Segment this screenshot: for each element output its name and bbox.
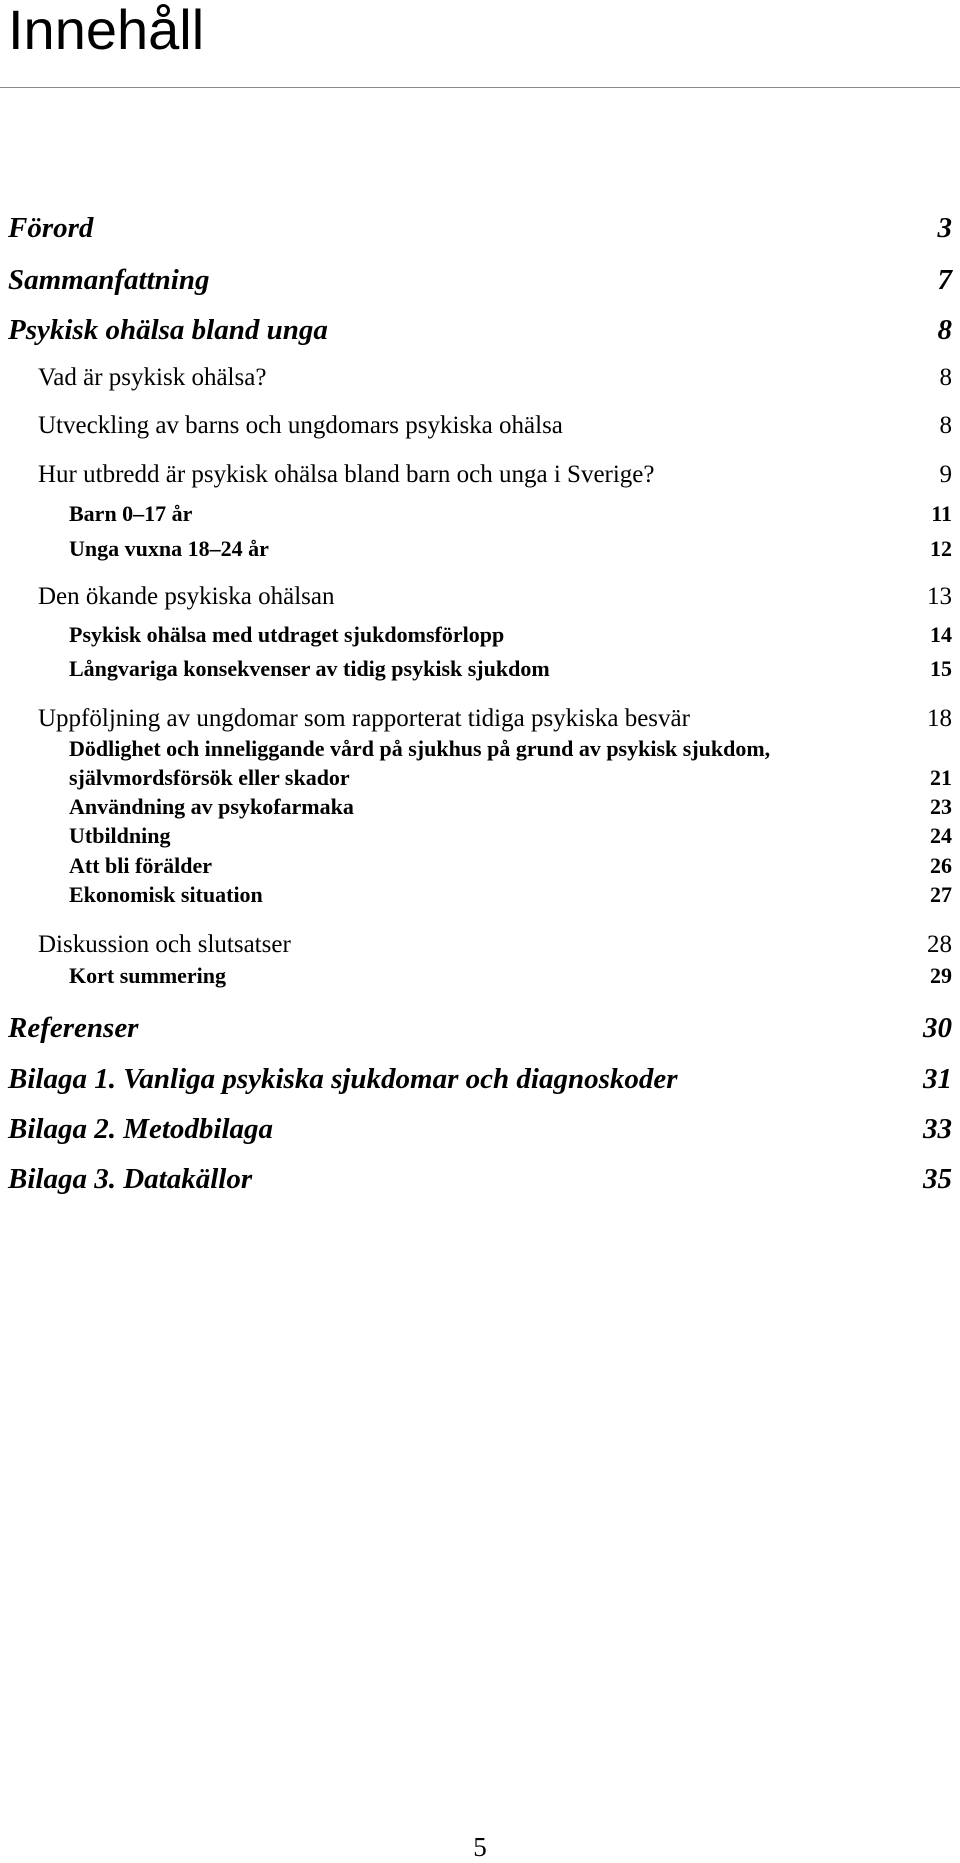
toc-entry-page: 13 — [927, 583, 952, 610]
toc-entry-title: Sammanfattning — [8, 264, 210, 296]
toc-entry-page: 11 — [931, 501, 952, 526]
toc-entry-title: Bilaga 3. Datakällor — [8, 1163, 253, 1195]
toc-entry-page: 24 — [930, 823, 952, 848]
toc-entry[interactable] — [0, 500, 960, 528]
toc-entry[interactable] — [0, 852, 960, 880]
toc-entry[interactable] — [0, 962, 960, 990]
toc-entry-page: 31 — [923, 1063, 952, 1095]
toc-entry-page: 15 — [930, 656, 952, 681]
toc-entry-title: Uppföljning av ungdomar som rapporterat tidiga psykiska besvär — [38, 705, 690, 732]
toc-entry-page: 8 — [939, 412, 952, 439]
toc-entry[interactable] — [0, 621, 960, 649]
toc-entry-title: Långvariga konsekvenser av tidig psykisk sjukdom — [69, 656, 550, 681]
toc-entry-title: Psykisk ohälsa bland unga — [8, 314, 328, 346]
toc-entry-title: Bilaga 2. Metodbilaga — [8, 1113, 274, 1145]
toc-entry[interactable] — [0, 581, 960, 613]
toc-entry-page: 8 — [937, 314, 952, 346]
toc-entry[interactable] — [0, 822, 960, 850]
toc-entry-title: Att bli förälder — [69, 853, 212, 878]
toc-entry-title: Användning av psykofarmaka — [69, 794, 354, 819]
toc-entry-title: Diskussion och slutsatser — [38, 931, 291, 958]
toc-entry-title: Barn 0–17 år — [69, 501, 193, 526]
toc-entry-title: självmordsförsök eller skador — [69, 765, 350, 790]
toc-entry[interactable] — [0, 703, 960, 735]
toc-entry-page: 27 — [930, 882, 952, 907]
toc-entry[interactable] — [0, 655, 960, 683]
toc-entry[interactable] — [0, 793, 960, 821]
toc-entry[interactable] — [0, 1061, 960, 1097]
toc-entry[interactable] — [0, 410, 960, 442]
toc-entry-title: Kort summering — [69, 963, 227, 988]
toc-entry[interactable] — [0, 1111, 960, 1147]
toc-entry[interactable] — [0, 764, 960, 792]
toc-entry-title: Utbildning — [69, 823, 171, 848]
toc-entry-page: 14 — [930, 622, 952, 647]
toc-entry-page: 7 — [937, 264, 952, 296]
toc-entry-page: 26 — [930, 853, 952, 878]
toc-entry-page: 3 — [937, 212, 952, 244]
toc-entry-page: 18 — [927, 705, 952, 732]
toc-entry-page: 28 — [927, 931, 952, 958]
toc-entry-title: Hur utbredd är psykisk ohälsa bland barn och unga i Sverige? — [38, 461, 655, 488]
toc-entry-title: Utveckling av barns och ungdomars psykiska ohälsa — [38, 412, 563, 439]
toc-entry[interactable] — [0, 1010, 960, 1046]
toc-entry-title: Dödlighet och inneliggande vård på sjukhus på grund av psykisk sjukdom, — [69, 736, 771, 761]
toc-entry[interactable] — [0, 535, 960, 563]
toc-entry[interactable] — [0, 362, 960, 394]
toc-entry-title: Bilaga 1. Vanliga psykiska sjukdomar och diagnoskoder — [8, 1063, 678, 1095]
toc-entry-title: Ekonomisk situation — [69, 882, 263, 907]
toc-entry-page: 12 — [930, 536, 952, 561]
toc-entry-page: 23 — [930, 794, 952, 819]
toc-entry-title: Den ökande psykiska ohälsan — [38, 583, 335, 610]
toc-entry-title: Unga vuxna 18–24 år — [69, 536, 269, 561]
page-title: Innehåll — [8, 0, 205, 61]
toc-entry-title: Psykisk ohälsa med utdraget sjukdomsförlopp — [69, 622, 505, 647]
toc-entry[interactable] — [0, 929, 960, 961]
toc-entry-page: 21 — [930, 765, 952, 790]
toc-entry-title: Vad är psykisk ohälsa? — [38, 364, 267, 391]
toc-entry-title: Förord — [8, 212, 94, 244]
toc-entry[interactable] — [0, 459, 960, 491]
toc-entry-page: 35 — [923, 1163, 952, 1195]
title-divider — [0, 87, 960, 88]
toc-entry-page: 8 — [939, 364, 952, 391]
toc-entry-page: 30 — [923, 1012, 952, 1044]
toc-entry-page: 9 — [939, 461, 952, 488]
toc-entry[interactable] — [0, 881, 960, 909]
page-number: 5 — [473, 1832, 487, 1862]
toc-entry[interactable] — [0, 1161, 960, 1197]
toc-entry[interactable] — [0, 262, 960, 298]
toc-entry[interactable] — [0, 210, 960, 246]
toc-entry-page: 33 — [923, 1113, 952, 1145]
toc-entry[interactable] — [0, 312, 960, 348]
toc-entry-page: 29 — [930, 963, 952, 988]
toc-entry[interactable] — [0, 735, 960, 763]
toc-entry-title: Referenser — [8, 1012, 139, 1044]
